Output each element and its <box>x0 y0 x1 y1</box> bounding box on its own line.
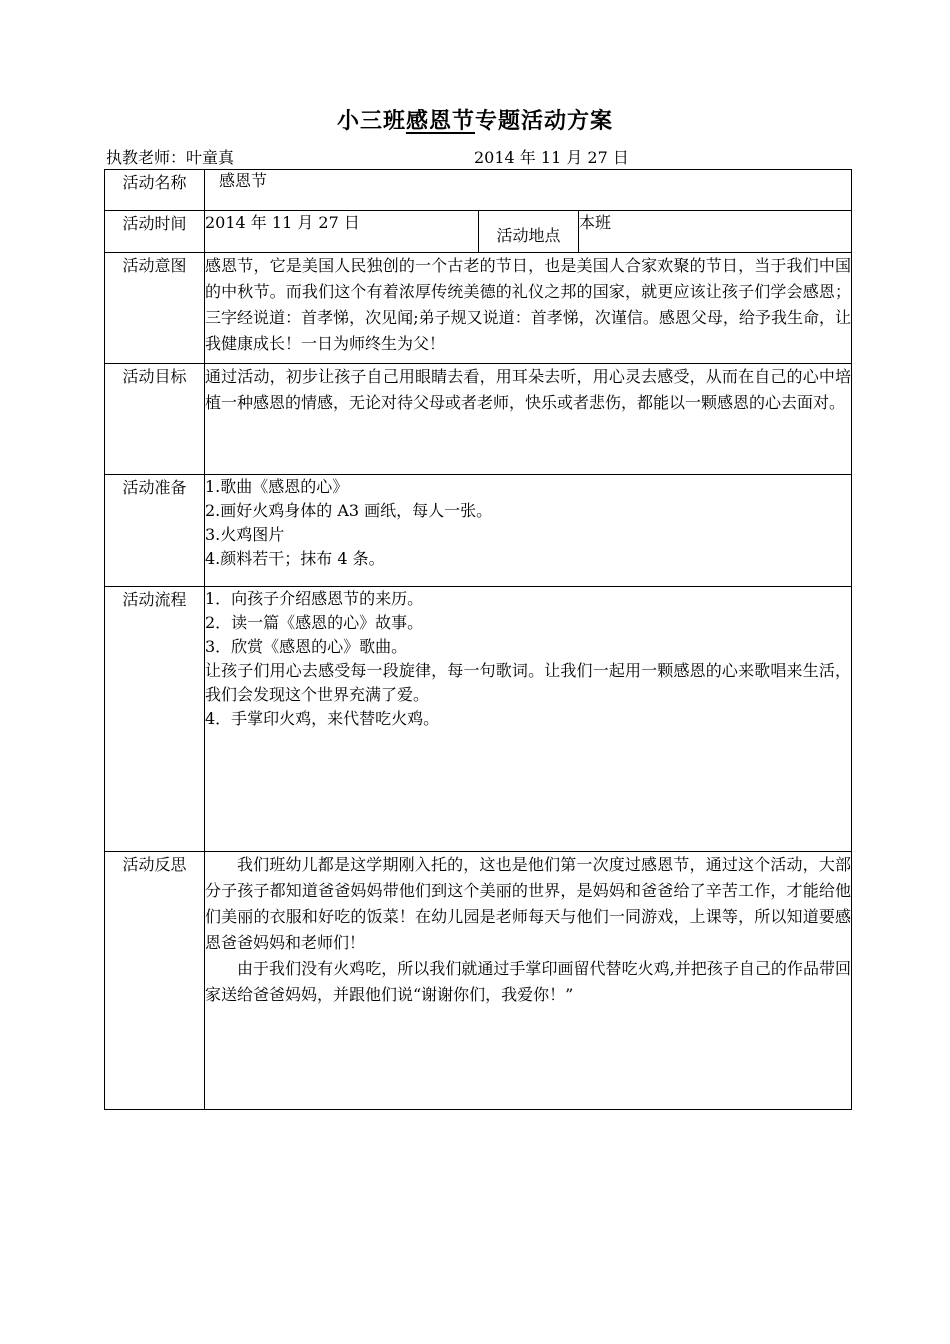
date-line: 2014 年 11 月 27 日 <box>474 148 629 167</box>
process-item: 3．欣赏《感恩的心》歌曲。 <box>205 637 408 656</box>
intent-text: 感恩节，它是美国人民独创的一个古老的节日，也是美国人合家欢聚的节日，当于我们中国的中秋节。而我们这个有着浓厚传统美德的礼仪之邦的国家，就更应该让孩子们学会感恩；三字经说道：首孝悌，次见闻;弟子规又说道：首孝悌，次谨信。感恩父母，给予我生命，让我健康成长！一日为师终生为父！ <box>205 253 852 364</box>
time-label: 活动时间 <box>105 211 205 253</box>
page-title <box>0 104 950 135</box>
prep-item: 1.歌曲《感恩的心》 <box>205 477 349 496</box>
reflection-label: 活动反思 <box>105 852 205 1110</box>
process-list <box>205 587 852 852</box>
process-item: 4．手掌印火鸡，来代替吃火鸡。 <box>205 709 440 728</box>
goal-label: 活动目标 <box>105 364 205 475</box>
reflection-text <box>205 852 852 1110</box>
prep-item: 3.火鸡图片 <box>205 525 285 544</box>
process-item: 让孩子们用心去感受每一段旋律，每一句歌词。让我们一起用一颗感恩的心来歌唱来生活，我们会发现这个世界充满了爱。 <box>205 661 852 704</box>
name-value: 感恩节 <box>205 170 852 211</box>
reflection-paragraph: 由于我们没有火鸡吃，所以我们就通过手掌印画留代替吃火鸡,并把孩子自己的作品带回家送给爸爸妈妈，并跟他们说“谢谢你们，我爱你！” <box>205 959 852 1004</box>
place-value: 本班 <box>579 211 852 253</box>
reflection-paragraph: 我们班幼儿都是这学期刚入托的，这也是他们第一次度过感恩节，通过这个活动，大部分子孩子都知道爸爸妈妈带他们到这个美丽的世界，是妈妈和爸爸给了辛苦工作，才能给他们美丽的衣服和好吃的饭菜！在幼儿园是老师每天与他们一同游戏，上课等，所以知道要感恩爸爸妈妈和老师们！ <box>205 855 852 952</box>
row-process <box>105 587 852 852</box>
title-suffix: 专题活动方案 <box>475 108 614 134</box>
process-item: 2．读一篇《感恩的心》故事。 <box>205 613 424 632</box>
time-value: 2014 年 11 月 27 日 <box>205 211 479 253</box>
prep-item: 4.颜料若干；抹布 4 条。 <box>205 549 385 568</box>
row-reflection <box>105 852 852 1110</box>
goal-text: 通过活动，初步让孩子自己用眼睛去看，用耳朵去听，用心灵去感受，从而在自己的心中培植一种感恩的情感，无论对待父母或者老师，快乐或者悲伤，都能以一颗感恩的心去面对。 <box>205 364 852 475</box>
row-goal <box>105 364 852 475</box>
intent-label: 活动意图 <box>105 253 205 364</box>
row-prep <box>105 475 852 587</box>
row-name <box>105 170 852 211</box>
process-item: 1．向孩子介绍感恩节的来历。 <box>205 589 424 608</box>
name-label: 活动名称 <box>105 170 205 211</box>
prep-list <box>205 475 852 587</box>
prep-item: 2.画好火鸡身体的 A3 画纸，每人一张。 <box>205 501 493 520</box>
row-intent <box>105 253 852 364</box>
place-label: 活动地点 <box>479 211 579 253</box>
process-label: 活动流程 <box>105 587 205 852</box>
title-prefix: 小三班 <box>336 108 406 134</box>
teacher-line: 执教老师：叶童真 <box>106 148 235 167</box>
prep-label: 活动准备 <box>105 475 205 587</box>
row-time <box>105 211 852 253</box>
title-underlined: 感恩节 <box>405 108 475 134</box>
plan-table <box>104 169 852 1110</box>
